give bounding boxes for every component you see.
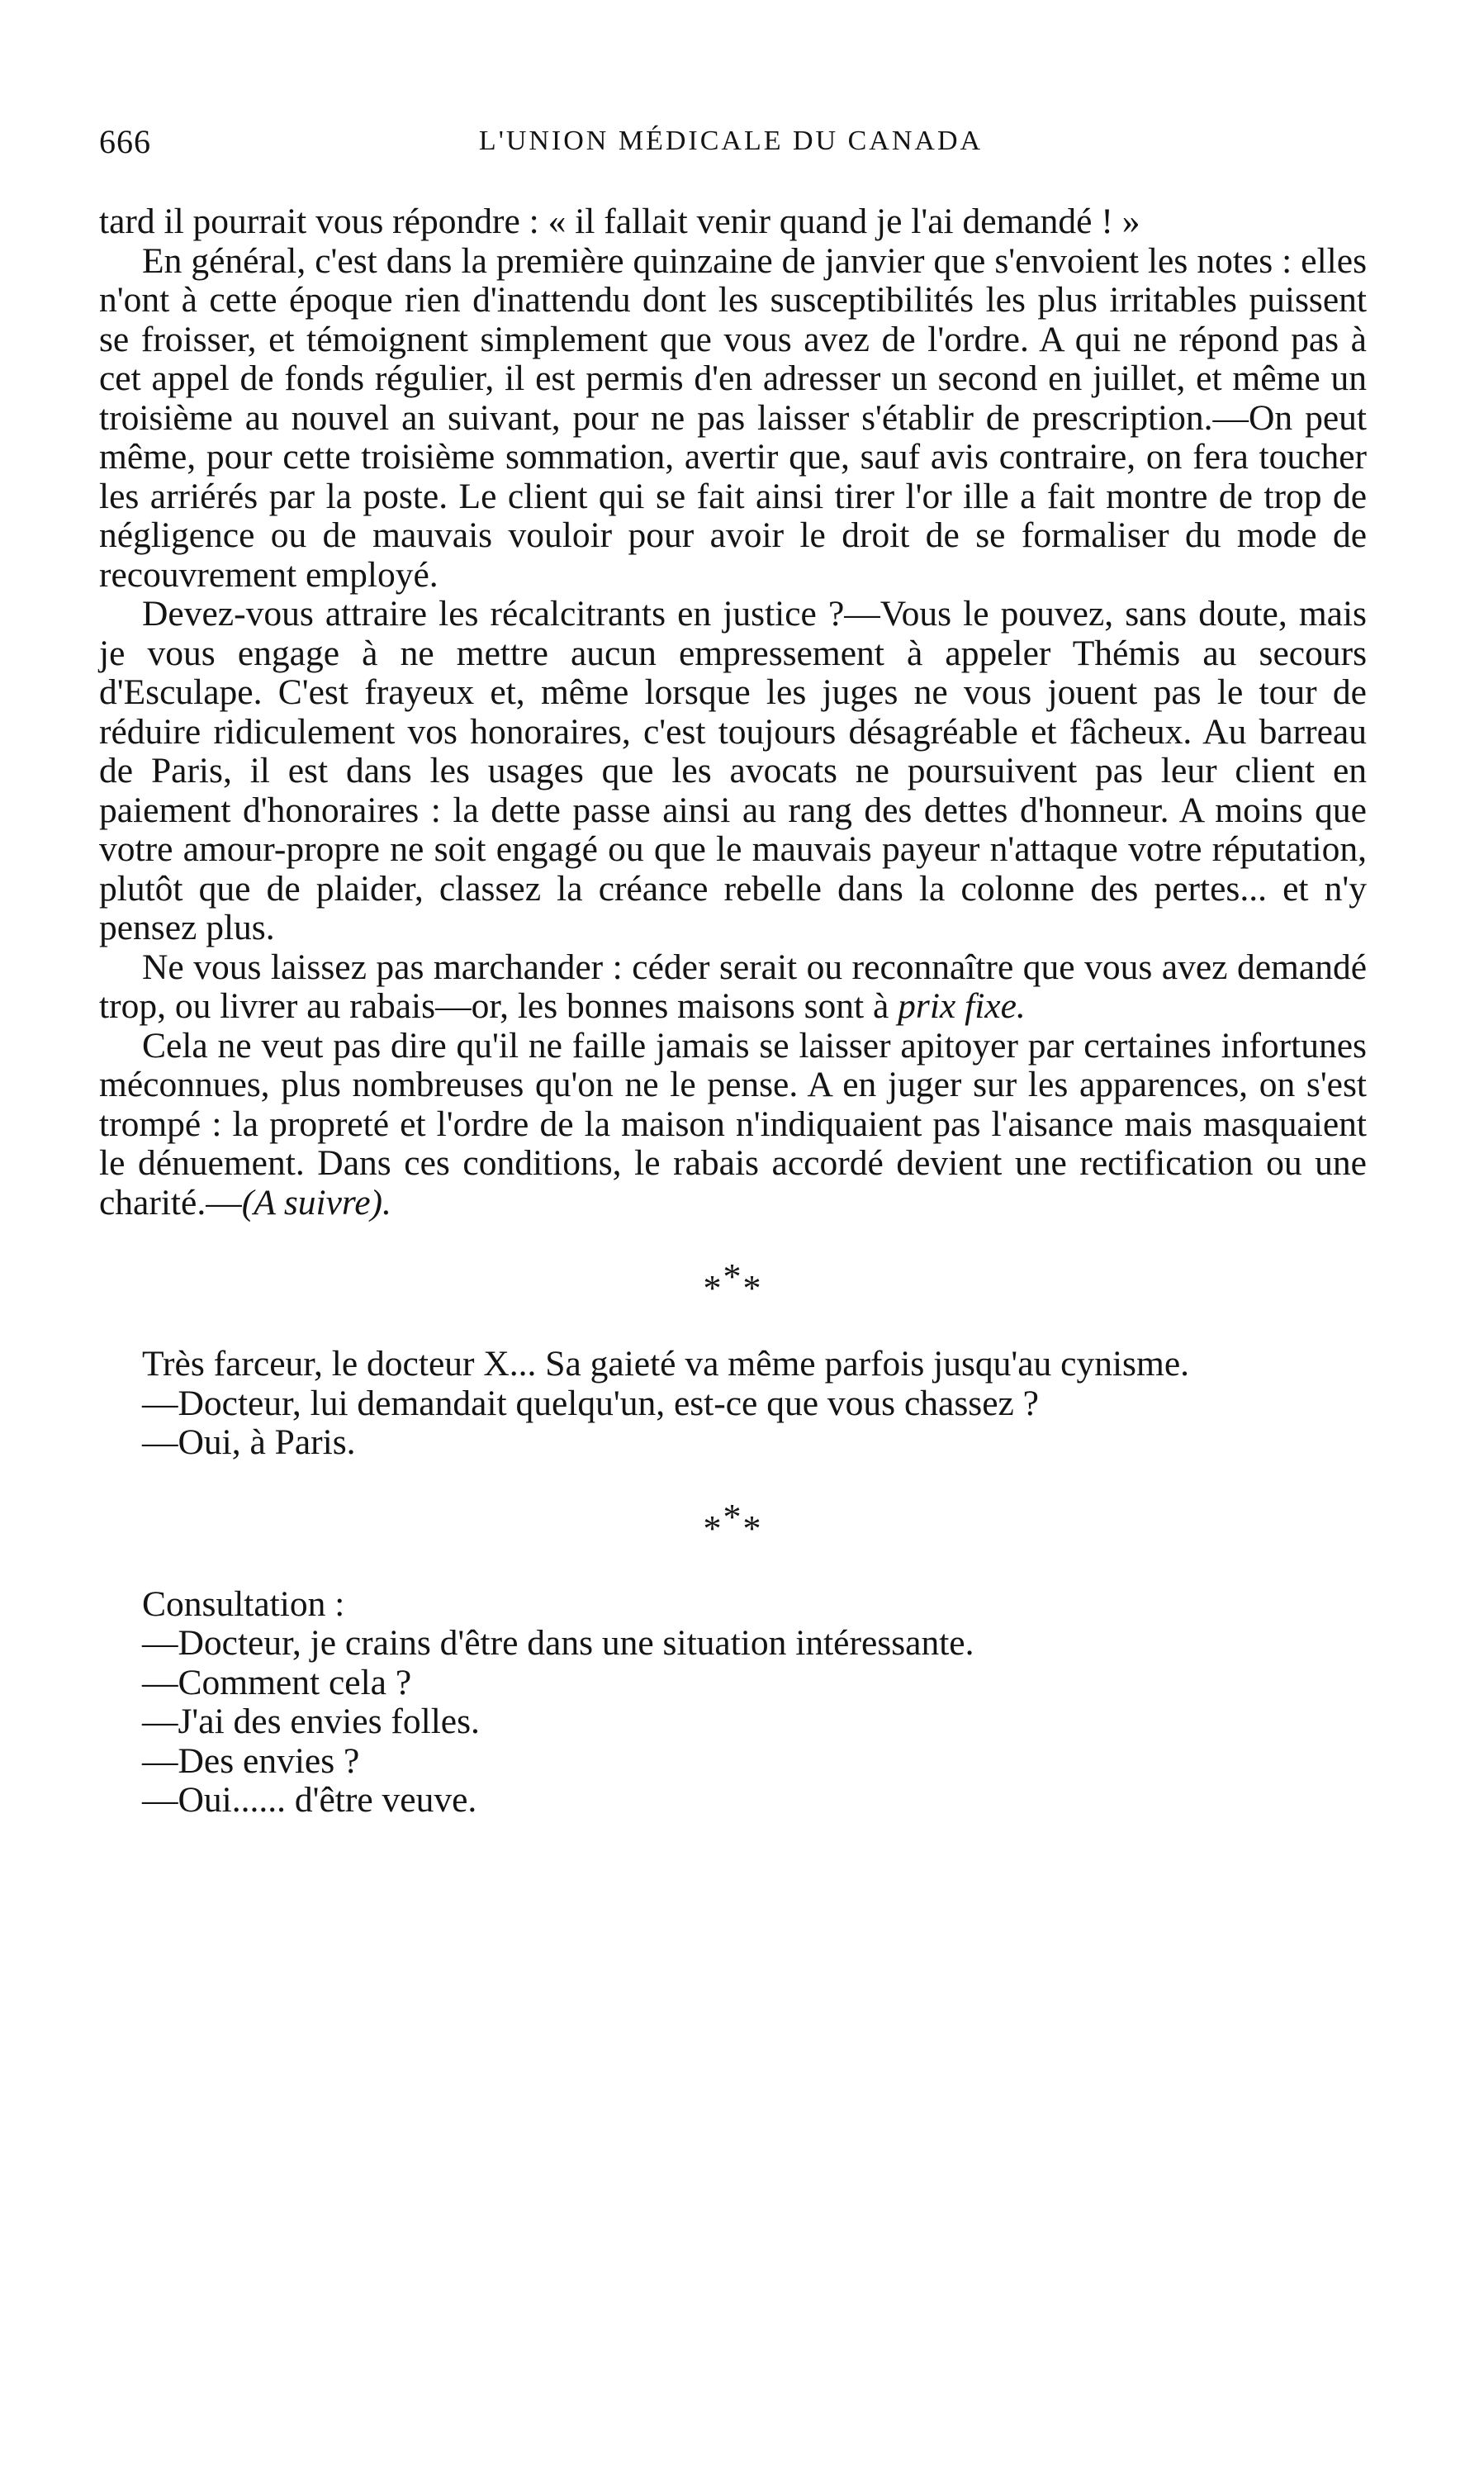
anecdote-hunting — [99, 1345, 1367, 1463]
italic-phrase: prix fixe. — [898, 986, 1026, 1026]
paragraph: En général, c'est dans la première quinzaine de janvier que s'envoient les notes : elles n'ont à cette époque rien d'inattendu dont les susceptibilités les plus irritables puissent se froisser, et témoignent simplement que vous avez de l'ordre. A qui ne répond pas à cet appel de fonds régulier, il est permis d'en adresser un second en juillet, et même un troisième au nouvel an suivant, pour ne pas laisser s'établir de prescription.—On peut même, pour cette troisième sommation, avertir que, sauf avis contraire, on fera toucher les arriérés par la poste. Le client qui se fait ainsi tirer l'or ille a fait montre de trop de négligence ou de mauvais vouloir pour avoir le droit de se formaliser du mode de recouvrement employé. — [99, 240, 1367, 595]
to-be-continued: (A suivre). — [241, 1182, 391, 1222]
asterism-separator — [99, 1496, 1367, 1549]
asterisk: * — [742, 1268, 763, 1308]
asterism-separator — [99, 1256, 1367, 1308]
dialogue-line: —Oui, à Paris. — [142, 1422, 356, 1462]
article-body — [99, 202, 1367, 1821]
dialogue-line: —J'ai des envies folles. — [142, 1702, 480, 1741]
paragraph — [99, 1027, 1367, 1223]
asterisk: * — [742, 1507, 763, 1549]
paragraph-text: Ne vous laissez pas marchander : céder serait ou reconnaître que vous avez demandé trop, ou livrer au rabais—or, les bonnes maisons sont à — [99, 947, 1367, 1026]
dialogue-line: —Docteur, lui demandait quelqu'un, est-ce que vous chassez ? — [142, 1383, 1039, 1423]
running-head — [99, 122, 1363, 172]
dialogue-line: —Docteur, je crains d'être dans une situation intéressante. — [142, 1623, 974, 1663]
paragraph — [99, 948, 1367, 1027]
asterisk: * — [723, 1256, 743, 1297]
asterisk: * — [703, 1268, 723, 1308]
anecdote-consultation — [99, 1585, 1367, 1821]
dialogue-line: —Oui...... d'être veuve. — [142, 1780, 477, 1820]
paragraph: Devez-vous attraire les récalcitrants en justice ?—Vous le pouvez, sans doute, mais je vous engage à ne mettre aucun empressement à appeler Thémis au secours d'Esculape. C'est frayeux et, même lorsque les juges ne vous jouent pas le tour de réduire ridiculement vos honoraires, c'est toujours désagréable et fâcheux. Au barreau de Paris, il est dans les usages que les avocats ne poursuivent pas leur client en paiement d'honoraires : la dette passe ainsi au rang des dettes d'honneur. A moins que votre amour-propre ne soit engagé ou que le mauvais payeur n'attaque votre réputation, plutôt que de plaider, classez la créance rebelle dans la colonne des pertes... et n'y pensez plus. — [99, 594, 1367, 947]
dialogue-line: —Comment cela ? — [142, 1662, 412, 1702]
paragraph-continuation: tard il pourrait vous répondre : « il fallait venir quand je l'ai demandé ! » — [99, 202, 1140, 241]
journal-title: L'UNION MÉDICALE DU CANADA — [478, 126, 984, 156]
dialogue-line: —Des envies ? — [142, 1740, 360, 1781]
asterisk: * — [703, 1507, 723, 1549]
page-number: 666 — [99, 123, 151, 160]
anecdote-intro: Consultation : — [142, 1583, 345, 1624]
paragraph-text: Cela ne veut pas dire qu'il ne faille jamais se laisser apitoyer par certaines infortunes méconnues, plus nombreuses qu'on ne le pense. A en juger sur les apparences, on s'est trompé : la propreté et l'ordre de la maison n'indiquaient pas l'aisance mais masquaient le dénuement. Dans ces conditions, le rabais accordé devient une rectification ou une charité.— — [99, 1025, 1367, 1222]
anecdote-intro: Très farceur, le docteur X... Sa gaieté va même parfois jusqu'au cynisme. — [142, 1344, 1189, 1384]
asterisk: * — [723, 1496, 743, 1537]
